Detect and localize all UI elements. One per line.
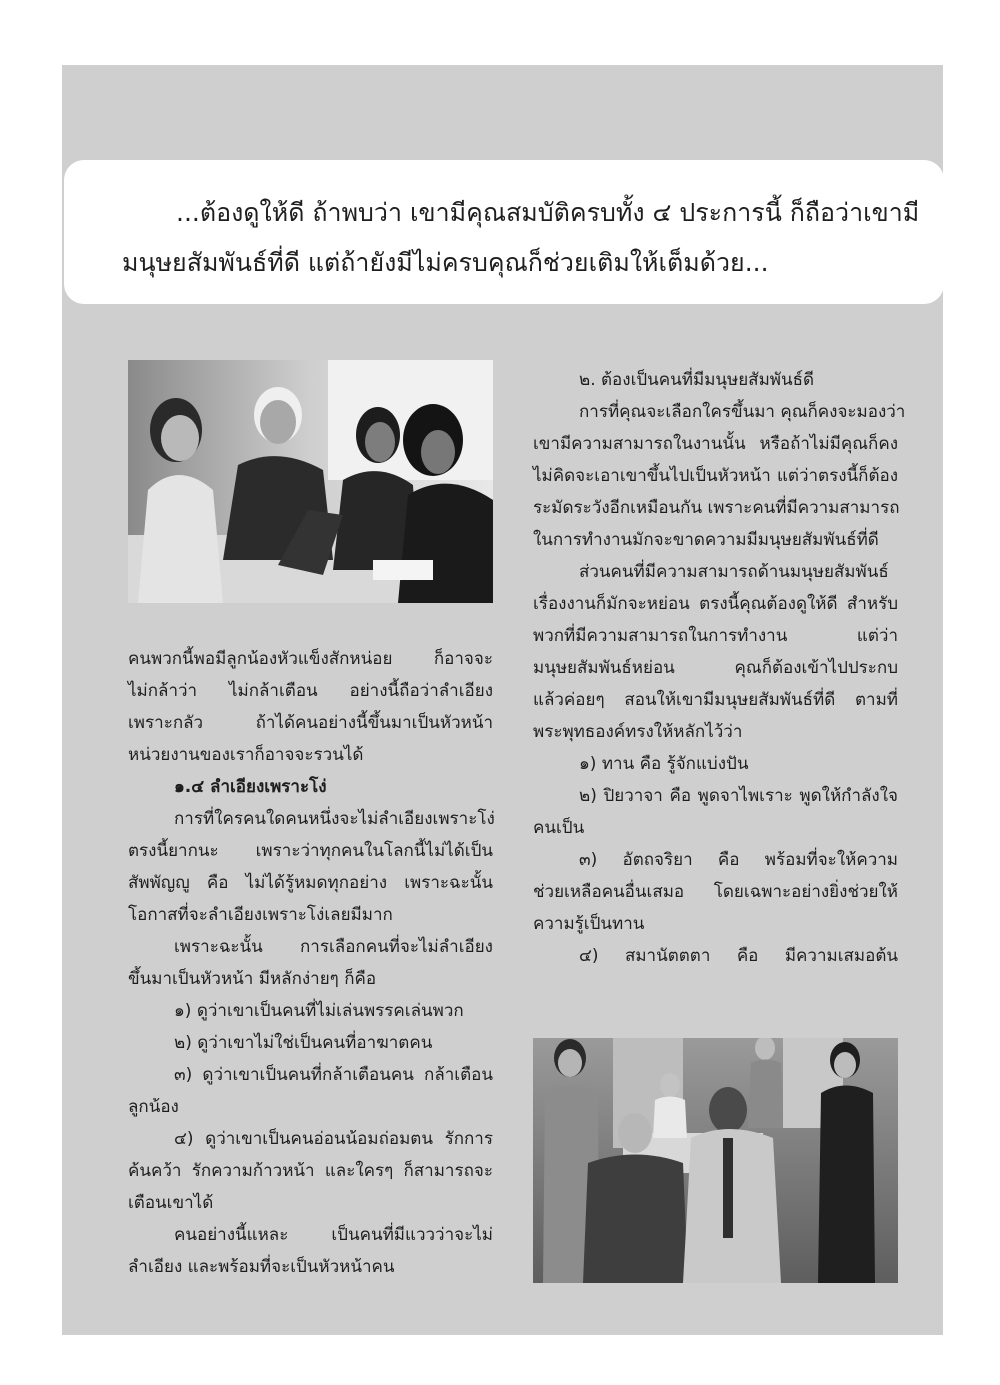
left-line-4: หน่วยงานของเราก็อาจจะรวนได้	[128, 745, 364, 765]
left-list-item-4-end: เตือนเขาได้	[128, 1193, 214, 1213]
left-line-2: ไม่กล้าว่า ไม่กล้าเตือน อย่างนี้ถือว่าลำเอียง	[128, 681, 493, 701]
left-line-8: สัพพัญญู คือ ไม่ได้รู้หมดทุกอย่าง เพราะฉะนั้น	[128, 873, 493, 893]
left-line-19: คนอย่างนี้แหละ เป็นคนที่มีแววว่าจะไม่	[174, 1225, 493, 1245]
right-list-item-1: ๑) ทาน คือ รู้จักแบ่งปัน	[579, 754, 749, 774]
right-line-8: เรื่องงานก็มักจะหย่อน ตรงนี้คุณต้องดูให้ดี สำหรับ	[533, 594, 898, 614]
right-line-11: แล้วค่อยๆ สอนให้เขามีมนุษยสัมพันธ์ที่ดี ตามที่	[533, 690, 898, 710]
right-line-6: ในการทำงานมักจะขาดความมีมนุษยสัมพันธ์ที่ดี	[533, 530, 879, 550]
left-column	[128, 643, 493, 1283]
right-line-3: เขามีความสามารถในงานนั้น หรือถ้าไม่มีคุณก็คง	[533, 434, 898, 454]
pull-quote-line-1: ...ต้องดูให้ดี ถ้าพบว่า เขามีคุณสมบัติครบทั้ง ๔ ประการนี้ ก็ถือว่าเขามี	[176, 198, 920, 227]
section-heading-2: ๒. ต้องเป็นคนที่มีมนุษยสัมพันธ์ดี	[579, 370, 815, 390]
left-list-item-3-cont: ลูกน้อง	[128, 1097, 179, 1117]
right-list-item-4: ๔) สมานัตตตา คือ มีความเสมอต้น	[579, 946, 898, 966]
right-list-item-3-cont: ช่วยเหลือคนอื่นเสมอ โดยเฉพาะอย่างยิ่งช่วยให้	[533, 882, 898, 902]
right-list-item-2-cont: คนเป็น	[533, 818, 585, 838]
office-team-photo	[533, 1038, 898, 1283]
right-line-10: มนุษยสัมพันธ์หย่อน คุณก็ต้องเข้าไปประกบ	[533, 658, 898, 678]
right-list-item-3-end: ความรู้เป็นทาน	[533, 914, 645, 934]
section-heading-1-4: ๑.๔ ลำเอียงเพราะโง่	[174, 777, 327, 797]
right-line-4: ไม่คิดจะเอาเขาขึ้นไปเป็นหัวหน้า แต่ว่าตรงนี้ก็ต้อง	[533, 466, 898, 486]
left-list-item-4: ๔) ดูว่าเขาเป็นคนอ่อนน้อมถ่อมตน รักการ	[174, 1129, 493, 1149]
left-line-1: คนพวกนี้พอมีลูกน้องหัวแข็งสักหน่อย ก็อาจจะ	[128, 649, 493, 669]
right-line-2: การที่คุณจะเลือกใครขึ้นมา คุณก็คงจะมองว่า	[579, 402, 906, 422]
pull-quote-line-2: มนุษยสัมพันธ์ที่ดี แต่ถ้ายังมีไม่ครบคุณก็ช่วยเติมให้เต็มด้วย...	[122, 248, 769, 277]
right-line-9: พวกที่มีความสามารถในการทำงาน แต่ว่า	[533, 626, 898, 646]
left-line-10: เพราะฉะนั้น การเลือกคนที่จะไม่ลำเอียง	[174, 937, 493, 957]
right-list-item-3: ๓) อัตถจริยา คือ พร้อมที่จะให้ความ	[579, 850, 898, 870]
right-list-item-2: ๒) ปิยวาจา คือ พูดจาไพเราะ พูดให้กำลังใจ	[579, 786, 898, 806]
left-list-item-4-cont: ค้นคว้า รักความก้าวหน้า และใครๆ ก็สามารถจะ	[128, 1161, 493, 1181]
right-line-5: ระมัดระวังอีกเหมือนกัน เพราะคนที่มีความสามารถ	[533, 498, 900, 518]
left-list-item-1: ๑) ดูว่าเขาเป็นคนที่ไม่เล่นพรรคเล่นพวก	[174, 1001, 464, 1021]
left-line-7: ตรงนี้ยากนะ เพราะว่าทุกคนในโลกนี้ไม่ได้เป็น	[128, 841, 493, 861]
left-line-6: การที่ใครคนใดคนหนึ่งจะไม่ลำเอียงเพราะโง่	[174, 809, 495, 829]
right-line-12: พระพุทธองค์ทรงให้หลักไว้ว่า	[533, 722, 743, 742]
right-line-7: ส่วนคนที่มีความสามารถด้านมนุษยสัมพันธ์	[579, 562, 889, 582]
pull-quote-box	[64, 160, 944, 304]
meeting-photo	[128, 360, 493, 603]
left-list-item-2: ๒) ดูว่าเขาไม่ใช่เป็นคนที่อาฆาตคน	[174, 1033, 433, 1053]
left-line-20: ลำเอียง และพร้อมที่จะเป็นหัวหน้าคน	[128, 1257, 395, 1277]
right-column	[533, 364, 906, 972]
left-line-3: เพราะกลัว ถ้าได้คนอย่างนี้ขึ้นมาเป็นหัวหน้า	[128, 713, 493, 733]
left-line-9: โอกาสที่จะลำเอียงเพราะโง่เลยมีมาก	[128, 905, 393, 925]
left-list-item-3: ๓) ดูว่าเขาเป็นคนที่กล้าเตือนคน กล้าเตือน	[174, 1065, 493, 1085]
left-line-11: ขึ้นมาเป็นหัวหน้า มีหลักง่ายๆ ก็คือ	[128, 969, 377, 989]
